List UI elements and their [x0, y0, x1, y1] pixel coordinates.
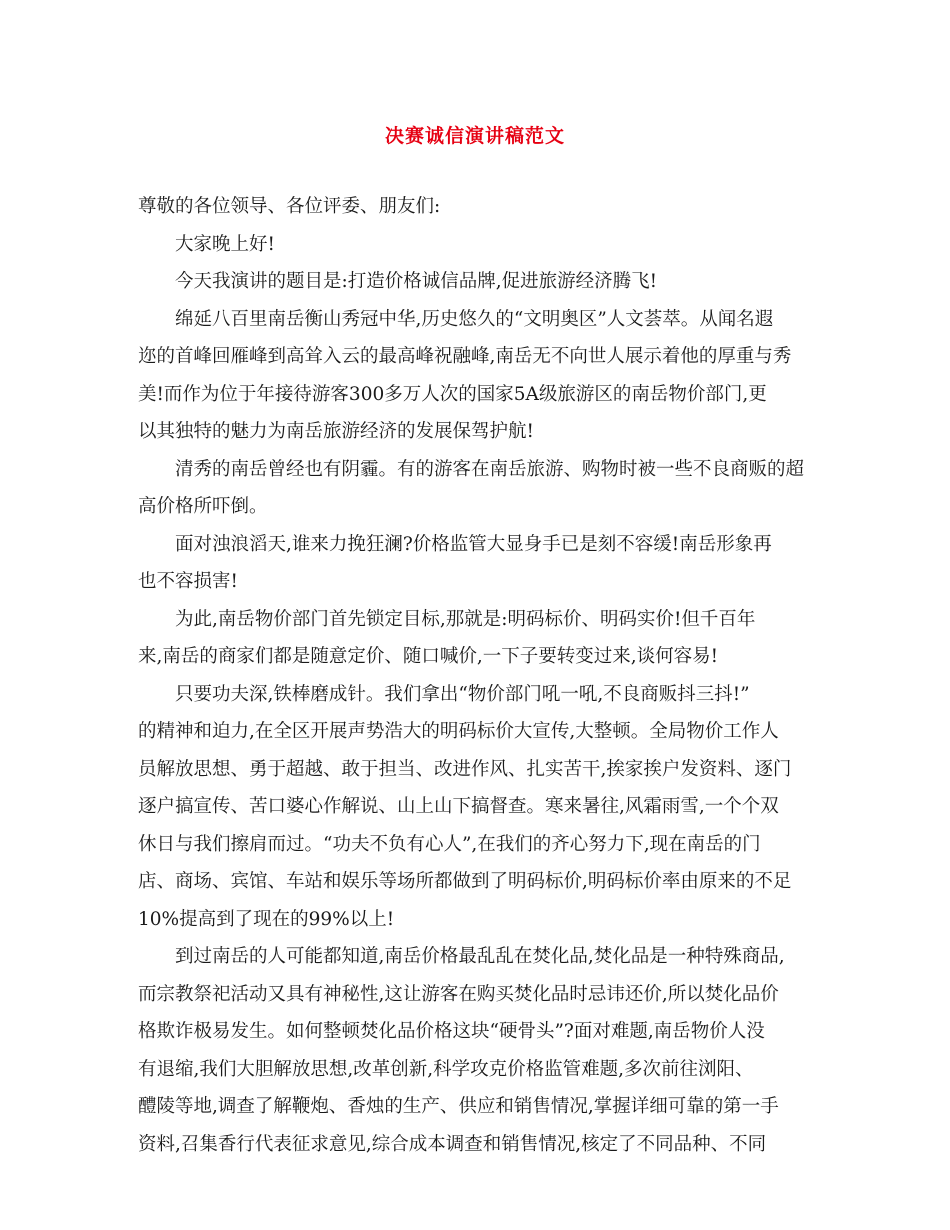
- text-line: 的精神和迫力,在全区开展声势浩大的明码标价大宣传,大整顿。全局物价工作人: [138, 721, 779, 742]
- text-line: 格欺诈极易发生。如何整顿焚化品价格这块“硬骨头”?面对难题,南岳物价人没: [138, 1021, 765, 1042]
- text-line: 员解放思想、勇于超越、敢于担当、改进作风、扎实苦干,挨家挨户发资料、逐门: [138, 758, 792, 780]
- text-line: 美!而作为位于年接待游客300多万人次的国家5A级旅游区的南岳物价部门,更: [138, 383, 767, 405]
- text-line: 迩的首峰回雁峰到高耸入云的最高峰祝融峰,南岳无不向世人展示着他的厚重与秀: [138, 346, 792, 367]
- text-line: 也不容损害!: [138, 571, 238, 592]
- text-line: 高价格所吓倒。: [138, 496, 268, 517]
- text-line: 只要功夫深,铁棒磨成针。我们拿出“物价部门吼一吼,不良商贩抖三抖!”: [175, 683, 750, 705]
- text-line: 面对浊浪滔天,谁来力挽狂澜?价格监管大显身手已是刻不容缓!南岳形象再: [175, 533, 772, 555]
- document-title: 决赛诚信演讲稿范文: [384, 125, 565, 147]
- text-line: 绵延八百里南岳衡山秀冠中华,历史悠久的“文明奥区”人文荟萃。从闻名遐: [175, 308, 774, 330]
- text-line: 来,南岳的商家们都是随意定价、随口喊价,一下子要转变过来,谈何容易!: [138, 646, 719, 667]
- text-line: 资料,召集香行代表征求意见,综合成本调查和销售情况,核定了不同品种、不同: [138, 1133, 767, 1155]
- text-line: 大家晚上好!: [175, 233, 275, 255]
- text-line: 而宗教祭祀活动又具有神秘性,这让游客在购买焚化品时忌讳还价,所以焚化品价: [138, 983, 779, 1005]
- text-line: 醴陵等地,调查了解鞭炮、香烛的生产、供应和销售情况,掌握详细可靠的第一手: [138, 1096, 779, 1117]
- text-line: 为此,南岳物价部门首先锁定目标,那就是:明码标价、明码实价!但千百年: [175, 608, 756, 630]
- text-line: 以其独特的魅力为南岳旅游经济的发展保驾护航!: [138, 421, 534, 442]
- text-line: 休日与我们擦肩而过。“功夫不负有心人”,在我们的齐心努力下,现在南岳的门: [138, 833, 761, 855]
- text-line: 清秀的南岳曾经也有阴霾。有的游客在南岳旅游、购物时被一些不良商贩的超: [175, 458, 805, 480]
- text-line: 逐户搞宣传、苦口婆心作解说、山上山下搞督查。寒来暑往,风霜雨雪,一个个双: [138, 796, 779, 817]
- text-line: 尊敬的各位领导、各位评委、朋友们:: [138, 196, 441, 217]
- text-line: 10%提高到了现在的99%以上!: [138, 908, 395, 930]
- text-line: 今天我演讲的题目是:打造价格诚信品牌,促进旅游经济腾飞!: [175, 271, 658, 292]
- text-line: 有退缩,我们大胆解放思想,改革创新,科学攻克价格监管难题,多次前往浏阳、: [138, 1058, 754, 1080]
- text-line: 店、商场、宾馆、车站和娱乐等场所都做到了明码标价,明码标价率由原来的不足: [138, 871, 792, 892]
- document-body: [138, 188, 818, 1163]
- text-line: 到过南岳的人可能都知道,南岳价格最乱乱在焚化品,焚化品是一种特殊商品,: [175, 946, 785, 967]
